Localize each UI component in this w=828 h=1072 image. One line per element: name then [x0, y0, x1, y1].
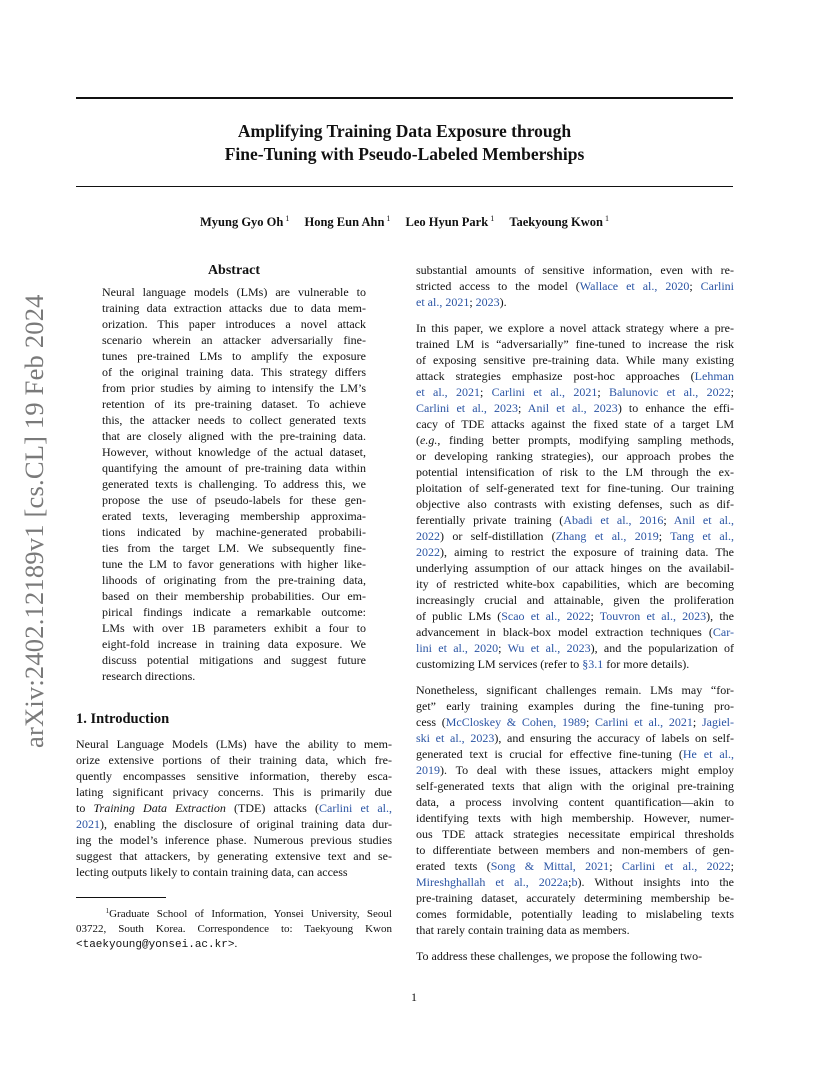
- abstract-line: orization. This paper introduces a novel attack: [102, 317, 366, 331]
- abstract-body: [76, 284, 392, 684]
- text-run: cess (: [416, 715, 446, 729]
- text-run: ;: [498, 641, 508, 655]
- citation-link[interactable]: 2019: [416, 763, 440, 777]
- intro-line: [76, 816, 392, 832]
- citation-link[interactable]: Balunovic et al., 2022: [609, 385, 731, 399]
- citation-link[interactable]: 2021: [76, 817, 100, 831]
- text-run: substantial amounts of sensitive information, even with re-: [416, 263, 734, 277]
- citation-link[interactable]: Jagiel-: [701, 715, 734, 729]
- text-run: or developing ranking strategies), our approach probes the: [416, 449, 734, 463]
- title-line-2: Fine-Tuning with Pseudo-Labeled Memberships: [224, 144, 585, 164]
- body-line: [416, 656, 734, 672]
- text-run: ).: [499, 295, 507, 309]
- body-line: [416, 496, 734, 512]
- text-run: potential intensification of risk to the LM through the ex-: [416, 465, 734, 479]
- text-run: (: [416, 433, 420, 447]
- citation-link[interactable]: 2023: [475, 295, 500, 309]
- abstract-line: this, the attacker needs to collect generated texts: [102, 413, 366, 427]
- author-2: Hong Eun Ahn $^1$: [304, 214, 391, 229]
- text-run: pre-training dataset, accurately determining membership be-: [416, 891, 734, 905]
- abstract-line: discuss potential mitigations and suggest future: [102, 653, 366, 667]
- text-run: lating significant privacy concerns. This is primarily due: [76, 785, 392, 799]
- text-run: ity of restricted white-box capabilities, which are becoming: [416, 577, 734, 591]
- abstract-line: based on their membership probabilities. Our em-: [102, 589, 366, 603]
- intro-line: [76, 832, 392, 848]
- intro-line: [76, 784, 392, 800]
- text-run: to: [76, 801, 94, 815]
- abstract-heading: Abstract: [207, 263, 261, 278]
- citation-link[interactable]: Carlini: [700, 279, 734, 293]
- text-run: lecting outputs likely to contain training data, can access: [76, 865, 348, 879]
- abstract-line: quantifying the amount of pre-training data within: [102, 461, 366, 475]
- text-run: In this paper, we explore a novel attack strategy where a pre-: [416, 321, 734, 335]
- text-run: ) to enhance the effi-: [617, 401, 735, 415]
- body-line: [416, 608, 734, 624]
- body-line: [416, 512, 734, 528]
- footnote-line-1: $^1$Graduate School of Information, Yonsei University, Seoul: [105, 907, 392, 920]
- text-run: ;: [568, 875, 572, 889]
- body-line: [416, 448, 734, 464]
- text-run: ;: [480, 385, 492, 399]
- author-3: Leo Hyun Park $^1$: [405, 214, 495, 229]
- text-run: orize extensive portions of their training data, which fre-: [76, 753, 392, 767]
- text-run: ;: [658, 529, 671, 543]
- body-line: [416, 794, 734, 810]
- affiliation-footnote: [76, 904, 392, 953]
- citation-link[interactable]: 2022: [416, 545, 440, 559]
- paper-title: [76, 120, 733, 166]
- body-line: [416, 624, 734, 640]
- text-run: quently encompasses sensitive information, thereby esca-: [76, 769, 392, 783]
- body-line: [416, 858, 734, 874]
- abstract-line: pirical findings indicate a remarkable outcome:: [102, 605, 366, 619]
- author-1: Myung Gyo Oh $^1$: [200, 214, 290, 229]
- citation-link[interactable]: et al., 2021: [416, 385, 480, 399]
- text-run: customizing LM services (refer to: [416, 657, 583, 671]
- footnote-line-3: <taekyoung@yonsei.ac.kr>.: [76, 938, 238, 951]
- text-run: data, a process involving content quantification—akin to: [416, 795, 734, 809]
- citation-link[interactable]: 2022: [416, 529, 440, 543]
- body-line: [416, 730, 734, 746]
- body-line: [416, 682, 734, 698]
- text-run: Nonetheless, significant challenges remain. LMs may “for-: [416, 683, 734, 697]
- citation-link[interactable]: Zhang et al., 2019: [555, 529, 659, 543]
- intro-line: [76, 752, 392, 768]
- abstract-line: retention of its pre-training dataset. To achieve: [102, 397, 366, 411]
- citation-link[interactable]: lini et al., 2020: [416, 641, 499, 655]
- text-run: ), and the popularization of: [590, 641, 735, 655]
- text-run: ;: [730, 859, 735, 873]
- body-line: [416, 698, 734, 714]
- text-run: (TDE) attacks (: [225, 801, 319, 815]
- text-run: ;: [590, 609, 600, 623]
- abstract-line: lihoods of originating from the pre-training data,: [102, 573, 366, 587]
- abstract-line: research directions.: [102, 669, 196, 683]
- text-run: ;: [689, 279, 701, 293]
- text-run: ploitation of self-generated text for fine-tuning. Our training: [416, 481, 734, 495]
- text-run: advancement in black-box model extraction techniques (: [416, 625, 713, 639]
- body-line: [416, 810, 734, 826]
- abstract-line: propose the use of pseudo-labels for these gen-: [102, 493, 366, 507]
- text-run: generated text is crucial for effective fine-tuning (: [416, 747, 683, 761]
- body-line: [416, 400, 734, 416]
- text-run: ). Without insights into the: [577, 875, 735, 889]
- text-run: erated texts (: [416, 859, 491, 873]
- citation-link[interactable]: Scao et al., 2022: [501, 609, 591, 623]
- citation-link[interactable]: Song & Mittal, 2021: [490, 859, 610, 873]
- body-paragraph-4: [416, 948, 734, 964]
- text-run: Neural Language Models (LMs) have the ability to mem-: [76, 737, 392, 751]
- text-run: that rarely contain training data as members.: [416, 923, 630, 937]
- body-line: [416, 368, 734, 384]
- citation-link[interactable]: Wu et al., 2023: [507, 641, 591, 655]
- intro-line: [76, 800, 392, 816]
- body-paragraph-2: [416, 320, 734, 672]
- body-line: [416, 416, 734, 432]
- text-run: to differentiate between members and non-members of gen-: [416, 843, 734, 857]
- abstract-line: scenario wherein an attacker adversarially fine-: [102, 333, 366, 347]
- footnote-line-2: 03722, South Korea. Correspondence to: Taekyoung Kwon: [76, 923, 392, 935]
- text-run: ), aiming to restrict the exposure of training data. The: [440, 545, 734, 559]
- text-run: suggest that attackers, by generating extensive text and se-: [76, 849, 392, 863]
- citation-link[interactable]: b: [571, 875, 578, 889]
- citation-link[interactable]: Carlini et al., 2023: [416, 401, 518, 415]
- author-list: [76, 214, 733, 230]
- body-line: [416, 320, 734, 336]
- citation-link[interactable]: Anil et al., 2023: [527, 401, 618, 415]
- page-number: 1: [411, 990, 417, 1004]
- abstract-line: LMs with over 1B parameters exhibit a four to: [102, 621, 366, 635]
- text-run: self-generated texts that align with the original pre-training: [416, 779, 734, 793]
- abstract-line: from prior studies by aiming to intensify the LM’s: [102, 381, 366, 395]
- intro-line: [76, 848, 392, 864]
- body-line: [416, 384, 734, 400]
- body-line: [416, 714, 734, 730]
- text-run: of exposing sensitive pre-training data. While many existing: [416, 353, 734, 367]
- citation-link[interactable]: Carlini et al., 2021: [595, 715, 693, 729]
- correspondence-email[interactable]: <taekyoung@yonsei.ac.kr>: [76, 939, 235, 951]
- text-run: increasingly crucial and attainable, given the proliferation: [416, 593, 734, 607]
- body-line: [416, 746, 734, 762]
- text-run: ;: [609, 859, 622, 873]
- body-line: [416, 464, 734, 480]
- text-run: To address these challenges, we propose the following two-: [416, 949, 703, 963]
- body-line: [416, 576, 734, 592]
- arxiv-identifier-stamp: arXiv:2402.12189v1 [cs.CL] 19 Feb 2024: [19, 294, 49, 748]
- citation-link[interactable]: Mireshghallah et al., 2022a: [416, 875, 569, 889]
- text-run: ), the: [706, 609, 735, 623]
- abstract-line: training data extraction attacks due to data mem-: [102, 301, 366, 315]
- body-line: [416, 560, 734, 576]
- abstract-line: that are closely aligned with the pre-training data.: [102, 429, 366, 443]
- abstract-line: tune the LM to favor generations with higher like-: [102, 557, 366, 571]
- intro-line: [76, 768, 392, 784]
- citation-link[interactable]: et al., 2021: [416, 295, 470, 309]
- body-line: [416, 922, 734, 938]
- text-run: identifying texts with high membership. However, numer-: [416, 811, 734, 825]
- citation-link[interactable]: Anil et al.,: [673, 513, 735, 527]
- text-run: ;: [469, 295, 476, 309]
- text-run: for more details).: [603, 657, 690, 671]
- body-line: [416, 890, 734, 906]
- citation-link[interactable]: Carlini et al.,: [319, 801, 392, 815]
- citation-link[interactable]: McCloskey & Cohen, 1989: [445, 715, 586, 729]
- intro-line: [76, 736, 392, 752]
- text-run: ;: [585, 715, 596, 729]
- citation-link[interactable]: §3.1: [582, 657, 604, 671]
- abstract-line: erated texts, leveraging membership approxima-: [102, 509, 366, 523]
- body-line: [416, 544, 734, 560]
- footnote-rule: [76, 897, 166, 898]
- text-run: attack strategies emphasize post-hoc approaches (: [416, 369, 695, 383]
- text-run: get” early training examples during the fine-tuning pro-: [416, 699, 734, 713]
- text-run: ). To deal with these issues, attackers might employ: [440, 763, 734, 777]
- body-line: [416, 592, 734, 608]
- text-run: trained LM is “adversarially” fine-tuned to increase the risk: [416, 337, 734, 351]
- body-line: [416, 762, 734, 778]
- body-line: [416, 278, 734, 294]
- text-run: underlying assumption of our attack hinges on the availabil-: [416, 561, 734, 575]
- citation-link[interactable]: Touvron et al., 2023: [599, 609, 707, 623]
- text-run: , finding better prompts, modifying sampling methods,: [437, 433, 734, 447]
- abstract-line: generated texts is challenging. To address this, we: [102, 477, 366, 491]
- text-run: ;: [518, 401, 528, 415]
- text-run: stricted access to the model (: [416, 279, 580, 293]
- body-line: [416, 480, 734, 496]
- emphasis-text: Training Data Extraction: [93, 801, 226, 815]
- intro-line: [76, 864, 392, 880]
- emphasis-text: e.g.: [420, 433, 438, 447]
- right-column: [416, 262, 734, 974]
- abstract-line: However, without knowledge of the actual dataset,: [102, 445, 366, 459]
- body-line: [416, 336, 734, 352]
- introduction-body: [76, 736, 392, 880]
- text-run: of public LMs (: [416, 609, 502, 623]
- body-paragraph-3: [416, 682, 734, 938]
- body-line: [416, 842, 734, 858]
- abstract-line: ties from the target LM. We subsequently fine-: [102, 541, 366, 555]
- body-line: [416, 826, 734, 842]
- body-line: [416, 528, 734, 544]
- body-line: [416, 262, 734, 278]
- citation-link[interactable]: He et al.,: [682, 747, 734, 761]
- body-line: [416, 906, 734, 922]
- body-line: [416, 432, 734, 448]
- citation-link[interactable]: Lehman: [694, 369, 734, 383]
- citation-link[interactable]: Car-: [712, 625, 734, 639]
- text-run: ), enabling the disclosure of original training data dur-: [100, 817, 392, 831]
- text-run: ferentially private training (: [416, 513, 564, 527]
- abstract-line: of the original training data. This strategy differs: [102, 365, 366, 379]
- body-paragraph-1: [416, 262, 734, 310]
- body-line: [416, 294, 734, 310]
- body-line: [416, 948, 734, 964]
- left-column: [76, 262, 392, 880]
- introduction-heading: 1. Introduction: [76, 711, 170, 727]
- text-run: ous TDE attack strategies necessitate empirical thresholds: [416, 827, 734, 841]
- title-line-1: Amplifying Training Data Exposure through: [237, 121, 572, 141]
- text-run: ;: [692, 715, 702, 729]
- body-line: [416, 778, 734, 794]
- abstract-line: eight-fold increase in training data exposure. We: [102, 637, 366, 651]
- citation-link[interactable]: Abadi et al., 2016: [563, 513, 664, 527]
- citation-link[interactable]: Tang et al.,: [670, 529, 734, 543]
- text-run: ;: [730, 385, 734, 399]
- citation-link[interactable]: Wallace et al., 2020: [579, 279, 690, 293]
- text-run: ;: [597, 385, 609, 399]
- abstract-line: tunes pre-trained LMs to amplify the exposure: [102, 349, 366, 363]
- author-4: Taekyoung Kwon $^1$: [509, 214, 609, 229]
- citation-link[interactable]: ski et al., 2023: [416, 731, 495, 745]
- body-line: [416, 874, 734, 890]
- body-line: [416, 640, 734, 656]
- citation-link[interactable]: Carlini et al., 2021: [491, 385, 598, 399]
- abstract-line: tions indicated by machine-generated probabili-: [102, 525, 366, 539]
- title-top-rule: [76, 97, 733, 99]
- text-run: comes formidable, potentially leading to mislabeling texts: [416, 907, 734, 921]
- body-line: [416, 352, 734, 368]
- citation-link[interactable]: Carlini et al., 2022: [621, 859, 731, 873]
- abstract-line: Neural language models (LMs) are vulnerable to: [102, 285, 366, 299]
- text-run: ing the model’s inference phase. Numerous previous studies: [76, 833, 392, 847]
- text-run: ) or self-distillation (: [440, 529, 556, 543]
- text-run: cacy of TDE attacks against the fixed state of a target LM: [416, 417, 734, 431]
- title-bottom-rule: [76, 186, 733, 187]
- text-run: ;: [663, 513, 674, 527]
- text-run: objective also contrasts with existing defenses, such as dif-: [416, 497, 734, 511]
- text-run: ), and ensuring the accuracy of labels on self-: [494, 731, 735, 745]
